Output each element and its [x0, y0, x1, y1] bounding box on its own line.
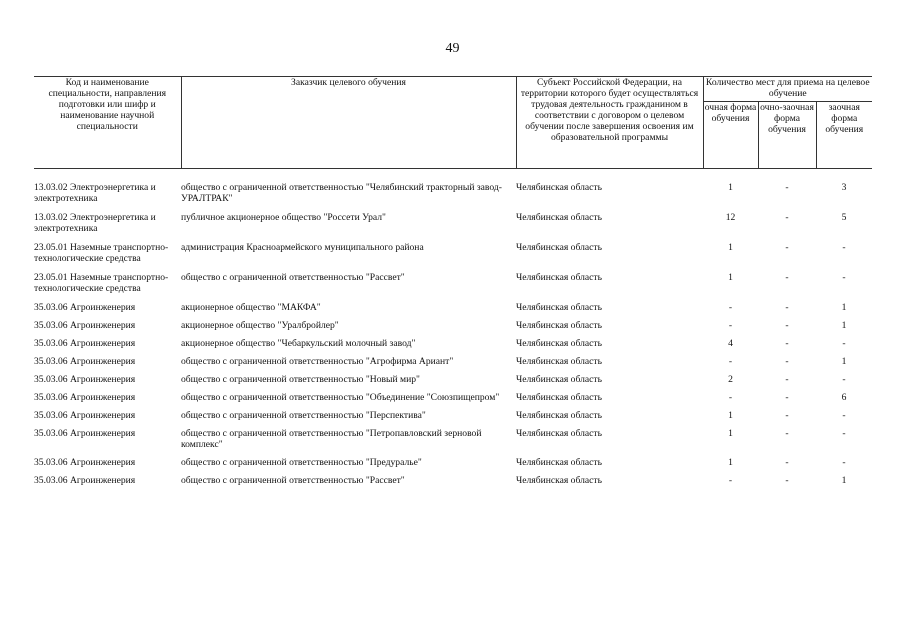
row-code: 13.03.02 Электроэнергетика и электротехника: [34, 182, 156, 204]
row-part-time: -: [785, 302, 789, 313]
row-full-time: 1: [728, 428, 733, 439]
row-code: 35.03.06 Агроинженерия: [34, 428, 136, 439]
row-part-time: -: [785, 320, 789, 331]
row-customer: общество с ограниченной ответственностью "Петропавловский зерновой комплекс": [181, 428, 482, 450]
row-extramural: -: [842, 428, 846, 439]
row-part-time: -: [785, 410, 789, 421]
page-number: 49: [445, 41, 460, 56]
header-extramural: заочная форма обучения: [816, 102, 872, 169]
header-part-time: очно-заочная форма обучения: [758, 102, 816, 169]
row-extramural: -: [842, 272, 846, 283]
table-row: [34, 475, 872, 493]
row-customer: общество с ограниченной ответственностью "Перспектива": [181, 410, 426, 421]
row-region: Челябинская область: [516, 242, 602, 253]
table-row: [34, 272, 872, 302]
row-part-time: -: [785, 374, 789, 385]
row-code: 35.03.06 Агроинженерия: [34, 457, 136, 468]
row-full-time: 1: [728, 242, 733, 253]
row-extramural: 1: [841, 320, 847, 331]
row-extramural: -: [842, 338, 846, 349]
row-full-time: -: [728, 356, 733, 367]
row-region: Челябинская область: [516, 338, 602, 349]
table-row: [34, 457, 872, 475]
row-full-time: 1: [728, 182, 733, 193]
table-row: [34, 338, 872, 356]
row-extramural: 3: [841, 182, 847, 193]
row-code: 35.03.06 Агроинженерия: [34, 302, 136, 313]
table-row: [34, 374, 872, 392]
row-region: Челябинская область: [516, 475, 602, 486]
row-region: Челябинская область: [516, 320, 602, 331]
row-region: Челябинская область: [516, 392, 602, 403]
table-row: [34, 356, 872, 374]
row-region: Челябинская область: [516, 272, 602, 283]
row-full-time: 1: [728, 410, 733, 421]
row-part-time: -: [785, 428, 789, 439]
row-extramural: 1: [841, 302, 847, 313]
row-customer: акционерное общество "МАКФА": [181, 302, 321, 313]
row-part-time: -: [785, 272, 789, 283]
row-code: 23.05.01 Наземные транспортно-технологические средства: [34, 272, 169, 294]
row-customer: общество с ограниченной ответственностью "Агрофирма Ариант": [181, 356, 454, 367]
row-part-time: -: [785, 356, 789, 367]
header-places: Количество мест для приема на целевое обучение: [703, 77, 872, 102]
row-full-time: 12: [725, 212, 736, 223]
row-code: 35.03.06 Агроинженерия: [34, 410, 136, 421]
row-code: 13.03.02 Электроэнергетика и электротехника: [34, 212, 156, 234]
row-customer: общество с ограниченной ответственностью "Предуралье": [181, 457, 422, 468]
table-row: [34, 320, 872, 338]
row-extramural: 6: [841, 392, 847, 403]
row-extramural: -: [842, 374, 846, 385]
row-region: Челябинская область: [516, 302, 602, 313]
row-part-time: -: [785, 457, 789, 468]
row-part-time: -: [785, 212, 789, 223]
table-row: [34, 302, 872, 320]
row-code: 35.03.06 Агроинженерия: [34, 338, 136, 349]
row-customer: общество с ограниченной ответственностью "Новый мир": [181, 374, 420, 385]
row-full-time: -: [728, 475, 733, 486]
row-customer: общество с ограниченной ответственностью "Рассвет": [181, 475, 405, 486]
row-extramural: -: [842, 457, 846, 468]
header-full-time: очная форма обучения: [703, 102, 758, 169]
table-row: [34, 212, 872, 242]
row-full-time: -: [728, 392, 733, 403]
header-customer: Заказчик целевого обучения: [181, 77, 516, 169]
row-code: 35.03.06 Агроинженерия: [34, 356, 136, 367]
row-full-time: -: [728, 320, 733, 331]
row-region: Челябинская область: [516, 212, 602, 223]
table-row: [34, 410, 872, 428]
table-row: [34, 242, 872, 272]
row-part-time: -: [785, 338, 789, 349]
row-customer: общество с ограниченной ответственностью "Рассвет": [181, 272, 405, 283]
row-region: Челябинская область: [516, 374, 602, 385]
header-code: Код и наименование специальности, направления подготовки или шифр и наименование научной специальности: [34, 77, 181, 169]
row-region: Челябинская область: [516, 410, 602, 421]
row-customer: общество с ограниченной ответственностью "Челябинский тракторный завод-УРАЛТРАК": [181, 182, 502, 204]
table-row: [34, 392, 872, 410]
row-region: Челябинская область: [516, 457, 602, 468]
row-customer: акционерное общество "Чебаркульский молочный завод": [181, 338, 416, 349]
row-full-time: 1: [728, 272, 733, 283]
row-customer: администрация Красноармейского муниципального района: [181, 242, 424, 253]
row-customer: акционерное общество "Уралбройлер": [181, 320, 339, 331]
row-customer: общество с ограниченной ответственностью "Объединение "Союзпищепром": [181, 392, 500, 403]
row-extramural: 1: [841, 475, 847, 486]
row-extramural: 1: [841, 356, 847, 367]
row-customer: публичное акционерное общество "Россети Урал": [181, 212, 386, 223]
row-code: 35.03.06 Агроинженерия: [34, 374, 136, 385]
row-code: 35.03.06 Агроинженерия: [34, 392, 136, 403]
row-region: Челябинская область: [516, 182, 602, 193]
row-full-time: 4: [728, 338, 733, 349]
row-part-time: -: [785, 242, 789, 253]
table-row: [34, 428, 872, 457]
row-extramural: 5: [841, 212, 847, 223]
row-region: Челябинская область: [516, 356, 602, 367]
row-full-time: 1: [728, 457, 733, 468]
table-row: [34, 182, 872, 212]
row-part-time: -: [785, 392, 789, 403]
row-extramural: -: [842, 242, 846, 253]
row-code: 23.05.01 Наземные транспортно-технологические средства: [34, 242, 169, 264]
header-region: Субъект Российской Федерации, на территории которого будет осуществляться трудовая деятельность гражданином в соответствии с договором о целевом обучении после завершения освоения им образовательной программы: [516, 77, 703, 169]
row-part-time: -: [785, 182, 789, 193]
target-admission-table: [34, 76, 872, 493]
row-extramural: -: [842, 410, 846, 421]
row-code: 35.03.06 Агроинженерия: [34, 475, 136, 486]
row-full-time: -: [728, 302, 733, 313]
row-region: Челябинская область: [516, 428, 602, 439]
row-full-time: 2: [728, 374, 733, 385]
row-code: 35.03.06 Агроинженерия: [34, 320, 136, 331]
row-part-time: -: [785, 475, 789, 486]
